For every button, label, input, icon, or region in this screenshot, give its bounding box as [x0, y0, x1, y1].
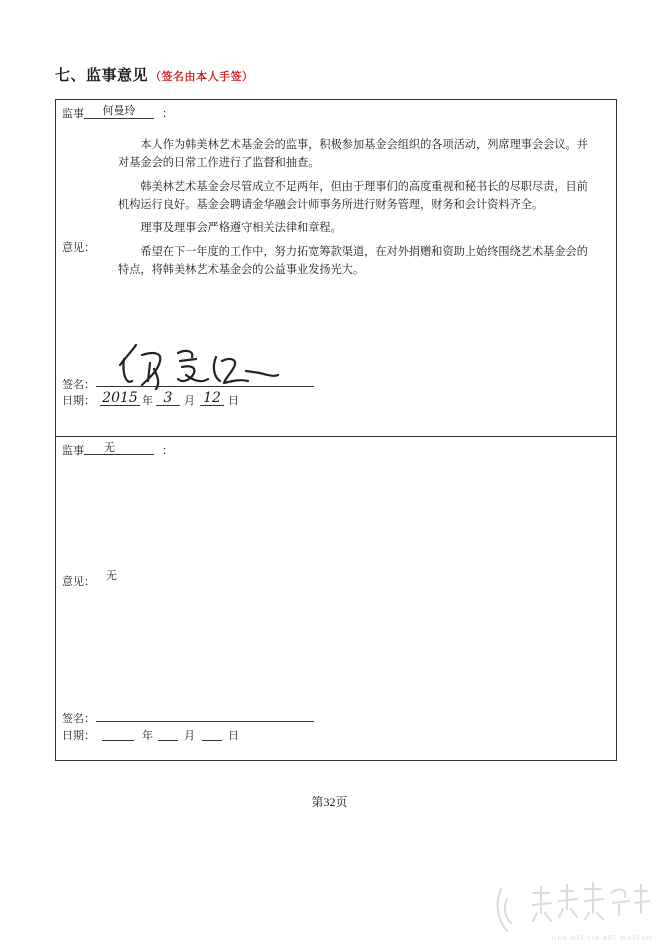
supervisor1-day-unit: 日	[228, 394, 239, 407]
museum-logo-icon	[493, 879, 653, 939]
supervisor-opinion-table	[55, 99, 617, 761]
opinion-paragraph-3: 理事及理事会严格遵守相关法律和章程。	[140, 221, 342, 234]
supervisor2-month-unit: 月	[184, 729, 195, 742]
supervisor1-year-unit: 年	[142, 394, 153, 407]
page-number: 第32页	[311, 795, 348, 809]
opinion-paragraph-4: 希望在下一年度的工作中，努力拓宽筹款渠道，在对外捐赠和资助上始终围绕艺术基金会的特点，将韩美林艺术基金会的公益事业发扬光大。	[118, 245, 588, 276]
supervisor2-colon: ：	[162, 444, 173, 457]
supervisor1-name: 何曼玲	[84, 104, 154, 119]
supervisor2-day-unit: 日	[228, 729, 239, 742]
row-divider	[56, 436, 616, 437]
supervisor2-year-blank	[102, 740, 134, 741]
supervisor2-month-blank	[158, 740, 178, 741]
section-note: （签名由本人手签）	[150, 70, 254, 83]
supervisor1-label: 监事	[62, 107, 84, 120]
museum-watermark-sub: HAN MEI LIN ART MUSEUM	[551, 935, 653, 942]
supervisor1-sign-label: 签名：	[62, 378, 95, 391]
supervisor2-name: 无	[84, 441, 154, 455]
supervisor1-date-year: 2015	[100, 391, 140, 406]
supervisor1-date-day: 12	[200, 391, 224, 406]
supervisor1-colon: ：	[162, 107, 173, 120]
supervisor1-month-unit: 月	[184, 394, 195, 407]
supervisor2-sign-line	[96, 721, 314, 722]
supervisor1-date-label: 日期：	[62, 394, 95, 407]
supervisor2-opinion: 无	[106, 569, 117, 582]
museum-watermark	[493, 879, 653, 942]
supervisor1-sign-line	[96, 386, 314, 387]
supervisor2-day-blank	[202, 740, 222, 741]
section-title	[55, 64, 254, 85]
supervisor1-opinion-label: 意见：	[62, 241, 95, 254]
supervisor1-date-month: 3	[156, 391, 180, 406]
supervisor2-label: 监事	[62, 444, 84, 457]
supervisor2-date-label: 日期：	[62, 729, 95, 742]
supervisor2-opinion-label: 意见：	[62, 575, 95, 588]
opinion-paragraph-2: 韩美林艺术基金会尽管成立不足两年，但由于理事们的高度重视和秘书长的尽职尽责，目前机构运行良好。基金会聘请金华融会计师事务所进行财务管理，财务和会计资料齐全。	[118, 180, 588, 211]
supervisor2-sign-label: 签名：	[62, 712, 95, 725]
supervisor2-year-unit: 年	[142, 729, 153, 742]
opinion-paragraph-1: 本人作为韩美林艺术基金会的监事，积极参加基金会组织的各项活动，列席理事会会议。并对基金会的日常工作进行了监督和抽查。	[118, 138, 588, 169]
section-heading: 七、监事意见	[55, 66, 149, 84]
